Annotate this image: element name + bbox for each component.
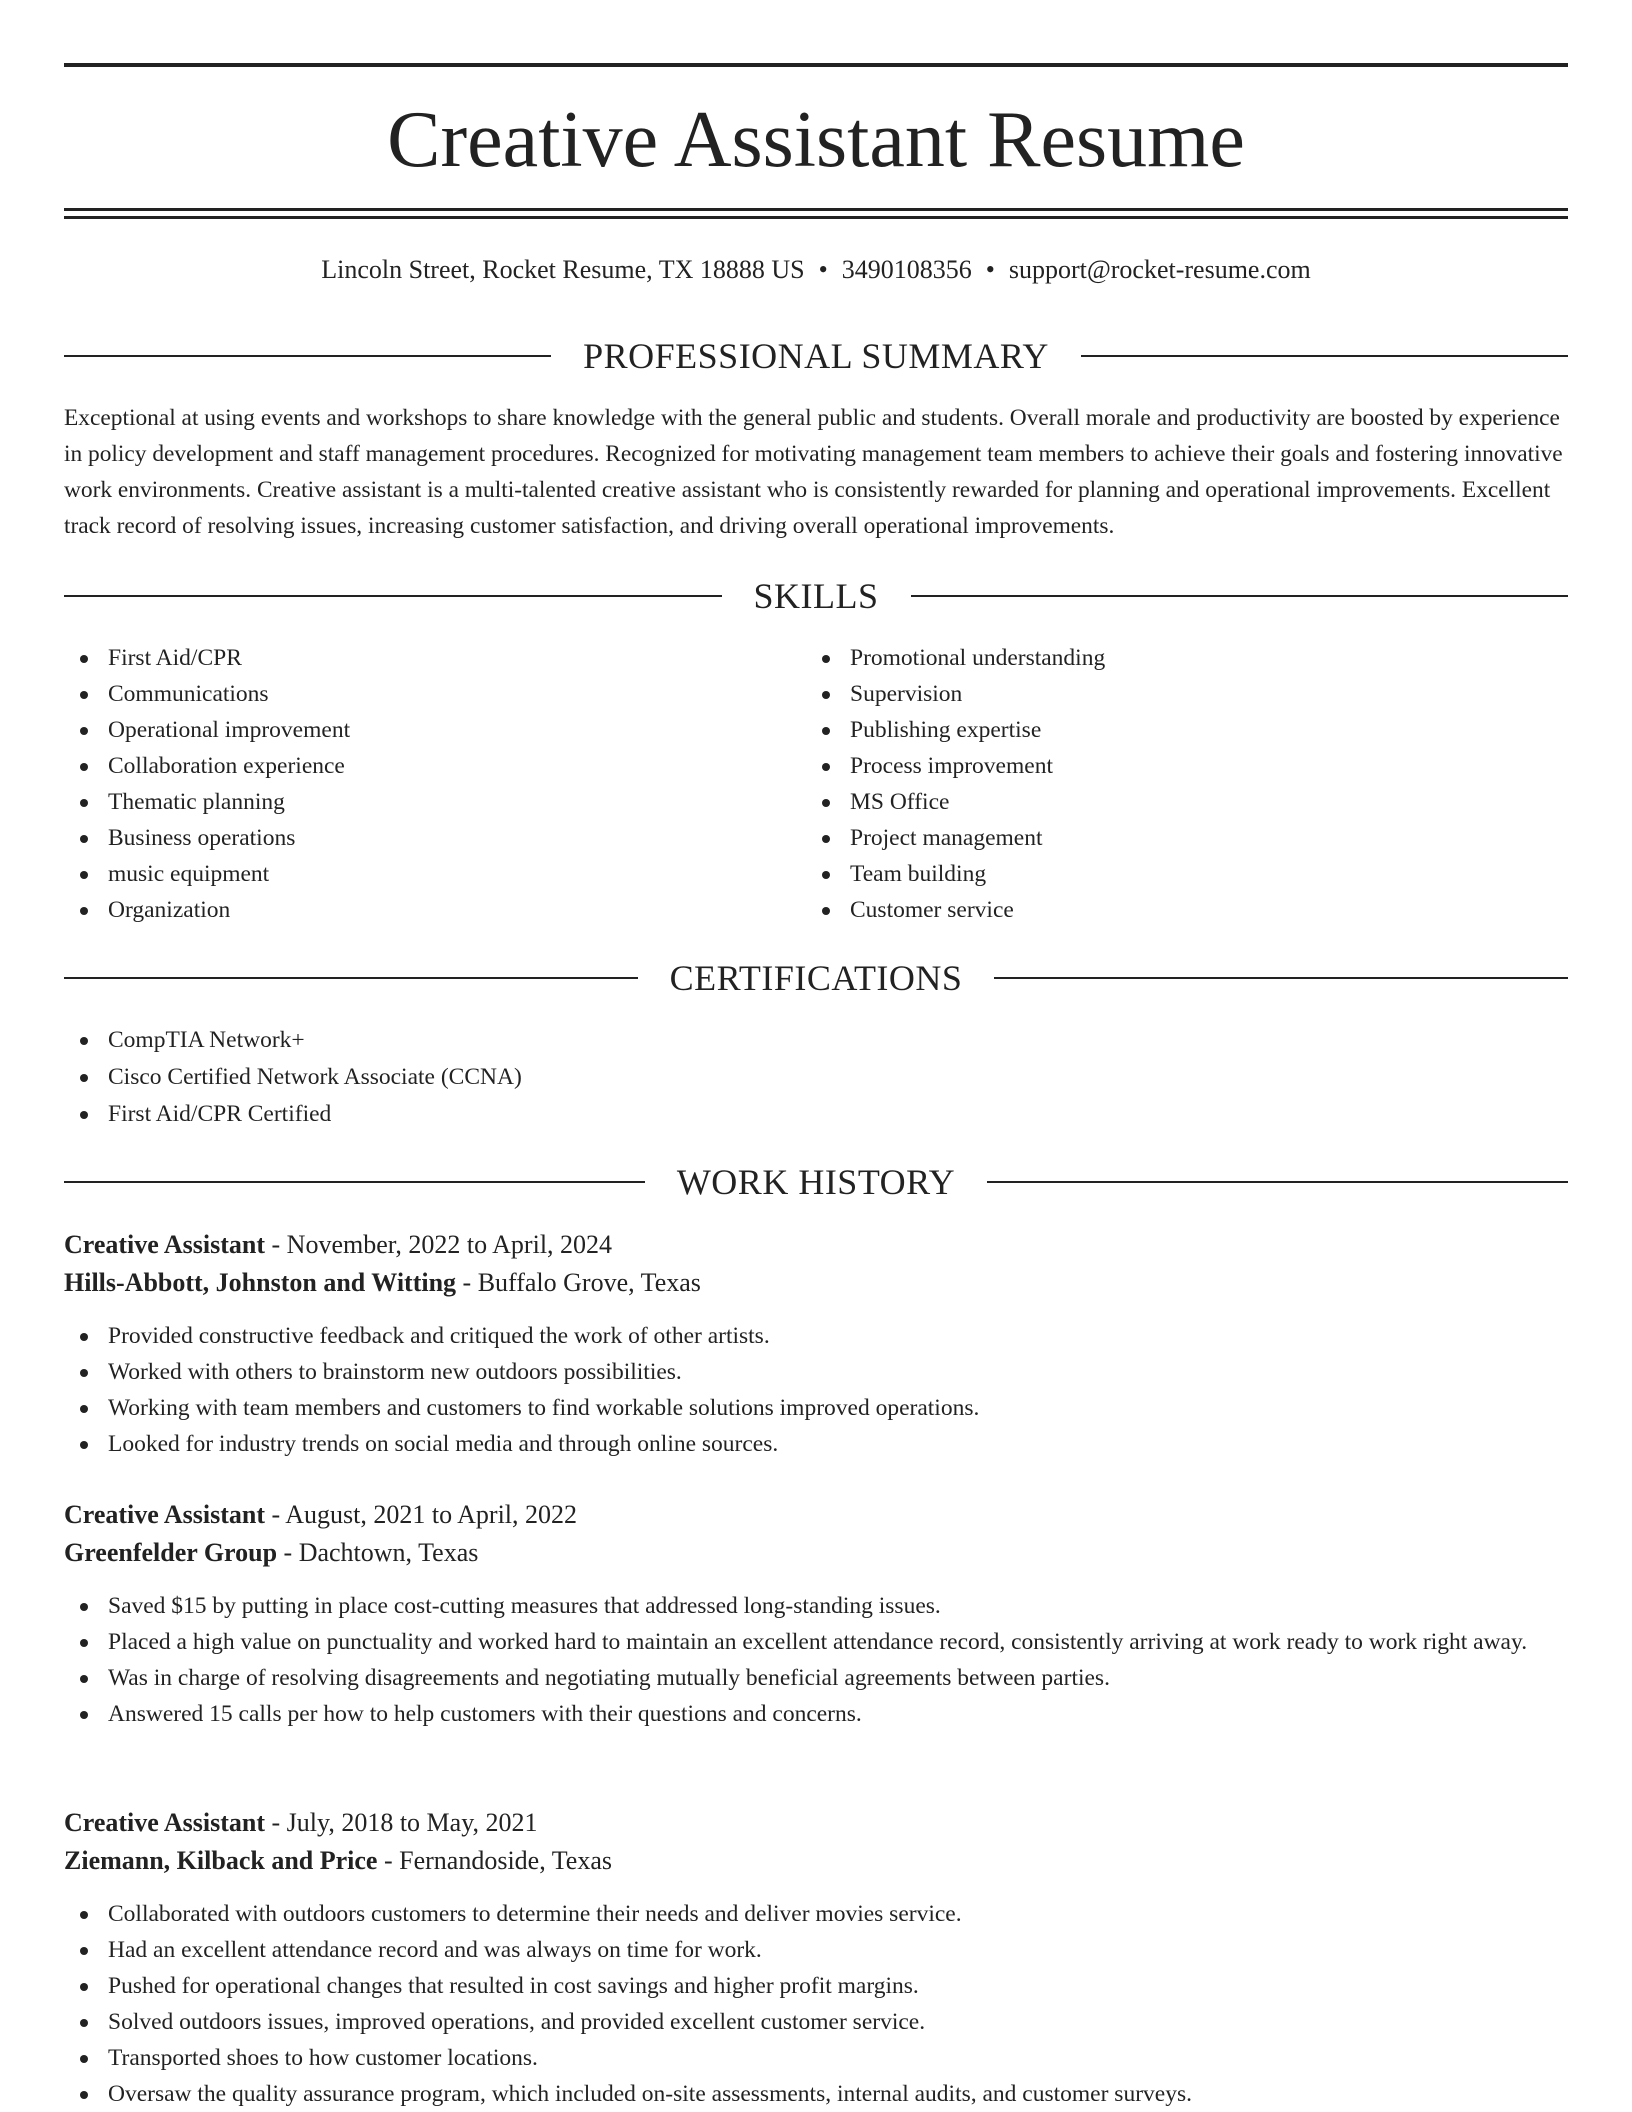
contact-phone: 3490108356	[841, 255, 972, 284]
skill-item: Organization	[64, 892, 764, 928]
job-entry	[64, 1226, 1568, 1462]
job-bullet: Worked with others to brainstorm new outdoors possibilities.	[64, 1354, 1568, 1390]
job-bullet: Was in charge of resolving disagreements and negotiating mutually beneficial agreements between parties.	[64, 1660, 1568, 1696]
job-location: - Buffalo Grove, Texas	[456, 1268, 701, 1297]
job-title-row	[64, 1804, 1568, 1842]
divider-line	[987, 1181, 1568, 1183]
skill-item: Customer service	[806, 892, 1506, 928]
job-dates: - November, 2022 to April, 2024	[265, 1230, 613, 1259]
top-rule	[64, 63, 1568, 67]
contact-separator: •	[818, 255, 828, 284]
job-bullet: Collaborated with outdoors customers to determine their needs and deliver movies service.	[64, 1896, 1568, 1932]
skill-item: Communications	[64, 676, 764, 712]
contact-line	[64, 252, 1568, 288]
skills-heading-label: SKILLS	[753, 576, 879, 616]
job-location: - Fernandoside, Texas	[377, 1846, 613, 1875]
summary-heading-label: PROFESSIONAL SUMMARY	[583, 336, 1049, 376]
skill-item: First Aid/CPR	[64, 640, 764, 676]
certification-item: Cisco Certified Network Associate (CCNA)	[64, 1059, 1568, 1096]
job-company-row	[64, 1534, 1568, 1572]
job-company-row	[64, 1264, 1568, 1302]
job-bullets	[64, 1588, 1568, 1732]
resume-title: Creative Assistant Resume	[387, 96, 1245, 184]
job-bullet: Placed a high value on punctuality and worked hard to maintain an excellent attendance record, consistently arriving at work ready to work right away.	[64, 1624, 1568, 1660]
certification-item: CompTIA Network+	[64, 1022, 1568, 1059]
divider-line	[64, 1181, 645, 1183]
skill-item: Thematic planning	[64, 784, 764, 820]
divider-line	[911, 595, 1569, 597]
skill-item: Process improvement	[806, 748, 1506, 784]
contact-separator: •	[985, 255, 995, 284]
skill-item: Team building	[806, 856, 1506, 892]
job-dates: - August, 2021 to April, 2022	[265, 1500, 578, 1529]
job-company: Hills-Abbott, Johnston and Witting	[64, 1268, 457, 1297]
contact-address: Lincoln Street, Rocket Resume, TX 18888 US	[321, 255, 805, 284]
divider-line	[64, 355, 551, 357]
certifications-heading-label: CERTIFICATIONS	[669, 958, 963, 998]
skill-item: Collaboration experience	[64, 748, 764, 784]
job-bullet: Transported shoes to how customer locations.	[64, 2040, 1568, 2076]
skill-item: Publishing expertise	[806, 712, 1506, 748]
work-history-heading	[64, 1160, 1568, 1204]
title-rule-upper	[64, 208, 1568, 211]
divider-line	[64, 595, 722, 597]
skill-item: MS Office	[806, 784, 1506, 820]
job-company: Ziemann, Kilback and Price	[64, 1846, 378, 1875]
skill-item: Promotional understanding	[806, 640, 1506, 676]
job-entry	[64, 1496, 1568, 1732]
job-bullets	[64, 1896, 1568, 2112]
job-company-row	[64, 1842, 1568, 1880]
title-rule-lower	[64, 216, 1568, 219]
job-bullet: Answered 15 calls per how to help customers with their questions and concerns.	[64, 1696, 1568, 1732]
job-bullet: Solved outdoors issues, improved operations, and provided excellent customer service.	[64, 2004, 1568, 2040]
job-bullet: Had an excellent attendance record and was always on time for work.	[64, 1932, 1568, 1968]
divider-line	[64, 977, 638, 979]
skills-list-left	[64, 640, 764, 928]
job-entry	[64, 1804, 1568, 2112]
job-dates: - July, 2018 to May, 2021	[265, 1808, 538, 1837]
skills-heading	[64, 574, 1568, 618]
job-bullets	[64, 1318, 1568, 1462]
job-company: Greenfelder Group	[64, 1538, 278, 1567]
job-location: - Dachtown, Texas	[277, 1538, 479, 1567]
skill-item: Business operations	[64, 820, 764, 856]
skill-item: Project management	[806, 820, 1506, 856]
certifications-heading	[64, 956, 1568, 1000]
summary-heading	[64, 334, 1568, 378]
job-bullet: Working with team members and customers to find workable solutions improved operations.	[64, 1390, 1568, 1426]
job-title-row	[64, 1226, 1568, 1264]
certification-item: First Aid/CPR Certified	[64, 1096, 1568, 1133]
job-bullet: Saved $15 by putting in place cost-cutting measures that addressed long-standing issues.	[64, 1588, 1568, 1624]
divider-line	[1081, 355, 1568, 357]
job-bullet: Oversaw the quality assurance program, which included on-site assessments, internal audits, and customer surveys.	[64, 2076, 1568, 2112]
contact-email[interactable]: support@rocket-resume.com	[1008, 255, 1311, 284]
job-title: Creative Assistant	[64, 1500, 266, 1529]
skills-list-right	[806, 640, 1506, 928]
skill-item: Operational improvement	[64, 712, 764, 748]
job-title-row	[64, 1496, 1568, 1534]
skill-item: Supervision	[806, 676, 1506, 712]
job-title: Creative Assistant	[64, 1808, 266, 1837]
certifications-list	[64, 1022, 1568, 1133]
job-title: Creative Assistant	[64, 1230, 266, 1259]
summary-text: Exceptional at using events and workshops to share knowledge with the general public and students. Overall morale and productivity are boosted by experience in policy development and staff management procedures. Recognized for motivating management team members to achieve their goals and fostering innovative work environments. Creative assistant is a multi-talented creative assistant who is consistently rewarded for planning and operational improvements. Excellent track record of resolving issues, increasing customer satisfaction, and driving overall operational improvements.	[64, 405, 1563, 539]
job-bullet: Provided constructive feedback and critiqued the work of other artists.	[64, 1318, 1568, 1354]
work-history-heading-label: WORK HISTORY	[676, 1162, 956, 1202]
job-bullet: Looked for industry trends on social media and through online sources.	[64, 1426, 1568, 1462]
divider-line	[994, 977, 1568, 979]
job-bullet: Pushed for operational changes that resulted in cost savings and higher profit margins.	[64, 1968, 1568, 2004]
skill-item: music equipment	[64, 856, 764, 892]
